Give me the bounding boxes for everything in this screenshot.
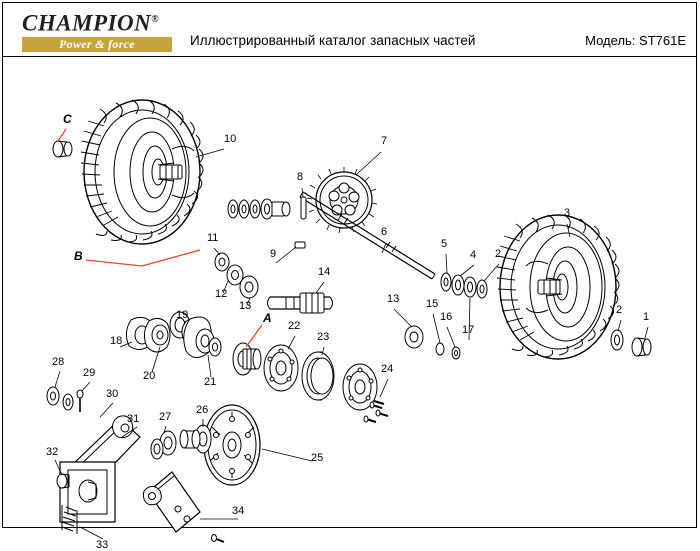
model-label: Модель: ST761E — [585, 33, 686, 48]
brand-tagline-bar — [22, 37, 172, 52]
washer-row-upper — [228, 199, 290, 219]
callout-21: 21 — [204, 376, 217, 388]
brand-trademark: ® — [151, 14, 160, 25]
callout-2-upper: 2 — [495, 248, 502, 260]
callout-24: 24 — [381, 363, 394, 375]
callout-30: 30 — [106, 388, 119, 400]
brand-tagline: Power & force — [59, 36, 135, 51]
brand-name-text: CHAMPION — [22, 10, 152, 36]
callout-26: 26 — [196, 404, 209, 416]
callout-6: 6 — [381, 226, 388, 238]
part-c-nut — [53, 141, 72, 157]
diagram-svg — [0, 57, 700, 531]
callout-28: 28 — [52, 356, 65, 368]
key-9 — [295, 242, 305, 248]
callout-letter-c: C — [63, 112, 72, 126]
mid-shaft — [268, 293, 333, 313]
callout-letter-a: A — [263, 311, 272, 325]
callout-letter-b: B — [74, 249, 83, 263]
callout-34: 34 — [232, 505, 245, 517]
callout-25: 25 — [311, 452, 324, 464]
callout-8: 8 — [297, 171, 304, 183]
callout-9: 9 — [270, 248, 277, 260]
brand-logo — [22, 8, 182, 52]
callout-13-left: 13 — [239, 300, 252, 312]
callout-33: 33 — [96, 539, 109, 551]
callout-5: 5 — [441, 238, 448, 250]
callout-4: 4 — [470, 249, 477, 261]
page-title: Иллюстрированный каталог запасных частей — [190, 33, 476, 48]
callout-7: 7 — [381, 135, 388, 147]
small-hardware-left — [47, 387, 83, 412]
callout-32: 32 — [46, 446, 59, 458]
callout-14: 14 — [318, 266, 331, 278]
friction-ring — [302, 352, 334, 400]
callout-10: 10 — [224, 133, 237, 145]
callout-3: 3 — [564, 207, 571, 219]
drive-plate — [204, 405, 260, 485]
callout-29: 29 — [83, 367, 96, 379]
callout-13-right: 13 — [387, 293, 400, 305]
pin-8 — [301, 197, 306, 219]
callout-20: 20 — [143, 370, 156, 382]
left-tire-assembly — [81, 100, 203, 244]
callout-23: 23 — [317, 331, 330, 343]
callout-2-right: 2 — [616, 304, 623, 316]
bushing-group — [151, 425, 211, 459]
callout-17: 17 — [462, 324, 475, 336]
callout-31: 31 — [127, 413, 140, 425]
bearing-housing-group — [126, 312, 221, 358]
callout-1: 1 — [643, 311, 650, 323]
callout-12: 12 — [215, 288, 228, 300]
exploded-parts-diagram — [0, 57, 700, 551]
spline-hub — [233, 343, 261, 375]
callout-22: 22 — [288, 320, 301, 332]
callout-19: 19 — [176, 309, 189, 321]
clutch-disc-a — [264, 345, 298, 391]
right-tire-assembly — [497, 215, 619, 359]
brand-name — [22, 8, 182, 36]
callout-15: 15 — [426, 298, 439, 310]
callout-18: 18 — [110, 335, 123, 347]
callout-11: 11 — [207, 232, 219, 244]
right-end-hardware — [611, 330, 651, 356]
callout-16: 16 — [440, 311, 453, 323]
callout-27: 27 — [159, 411, 172, 423]
